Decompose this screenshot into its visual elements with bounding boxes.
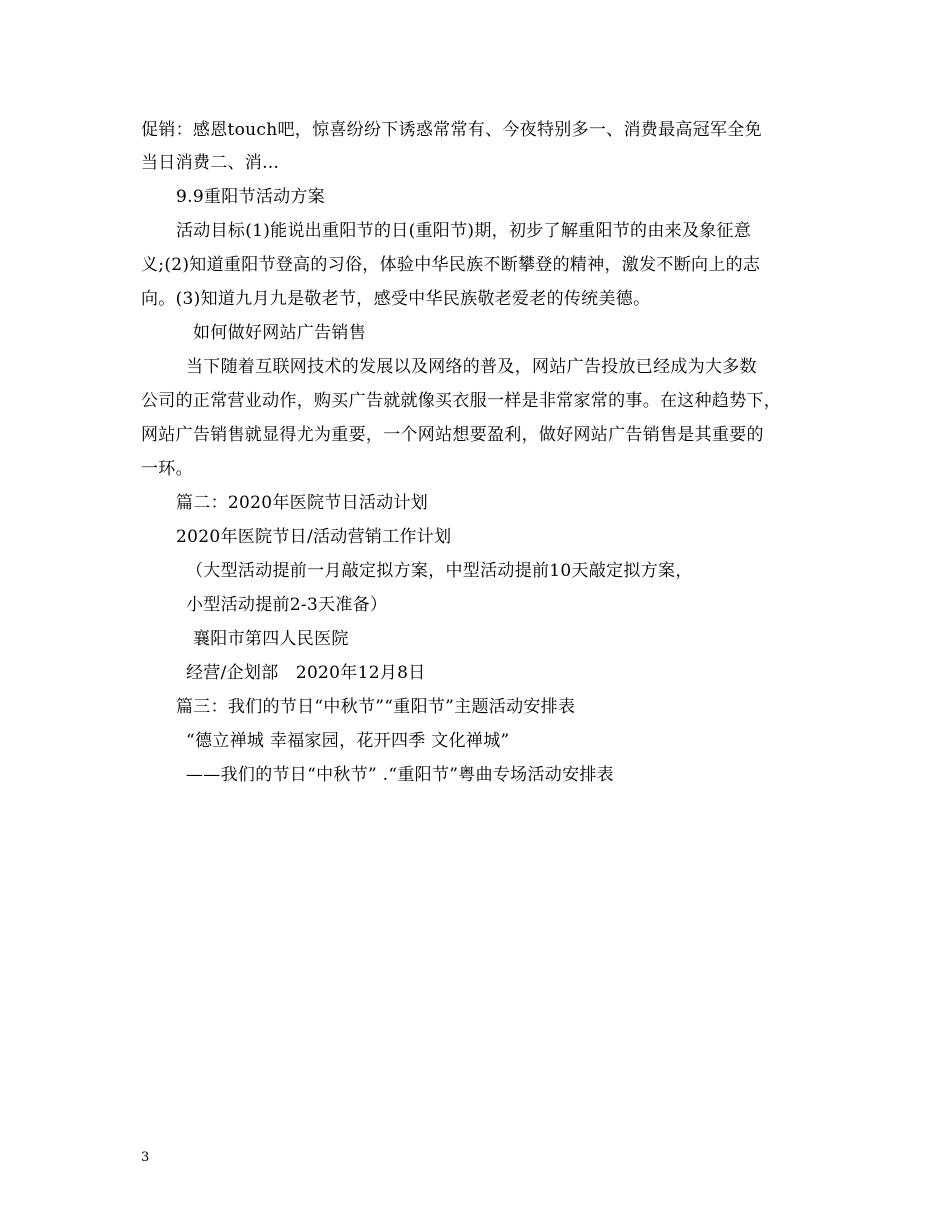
section-heading: 如何做好网站广告销售 — [193, 323, 366, 343]
text-line: 向。(3)知道九月九是敬老节，感受中华民族敬老爱老的传统美德。 — [141, 289, 651, 309]
text-line: “德立禅城 幸福家园，花开四季 文化禅城” — [186, 731, 510, 751]
text-line: 经营/企划部 2020年12月8日 — [186, 663, 426, 683]
text-line: （大型活动提前一月敲定拟方案，中型活动提前10天敲定拟方案， — [186, 561, 693, 581]
text-line: 当下随着互联网技术的发展以及网络的普及，网站广告投放已经成为大多数 — [186, 357, 757, 377]
text-line: 义;(2)知道重阳节登高的习俗，体验中华民族不断攀登的精神，激发不断向上的志 — [141, 255, 761, 275]
text-line: 活动目标(1)能说出重阳节的日(重阳节)期，初步了解重阳节的由来及象征意 — [176, 221, 752, 241]
text-line: 网站广告销售就显得尤为重要，一个网站想要盈利，做好网站广告销售是其重要的 — [141, 425, 764, 445]
text-line: 2020年医院节日/活动营销工作计划 — [176, 527, 452, 547]
text-line: 促销：感恩touch吧，惊喜纷纷下诱惑常常有、今夜特别多一、消费最高冠军全免 — [141, 120, 762, 140]
page-number: 3 — [141, 1150, 150, 1165]
section-heading: 篇三：我们的节日“中秋节”“重阳节”主题活动安排表 — [176, 697, 576, 717]
text-line: 襄阳市第四人民医院 — [193, 629, 349, 649]
text-line: 当日消费二、消... — [141, 153, 280, 173]
section-heading: 9.9重阳节活动方案 — [176, 187, 326, 207]
text-line: 公司的正常营业动作，购买广告就就像买衣服一样是非常家常的事。在这种趋势下， — [141, 391, 782, 411]
text-line: ——我们的节日“中秋节” .“重阳节”粤曲专场活动安排表 — [186, 765, 614, 785]
section-heading: 篇二：2020年医院节日活动计划 — [176, 493, 429, 513]
text-line: 一环。 — [141, 459, 193, 479]
text-line: 小型活动提前2-3天准备） — [186, 595, 388, 615]
